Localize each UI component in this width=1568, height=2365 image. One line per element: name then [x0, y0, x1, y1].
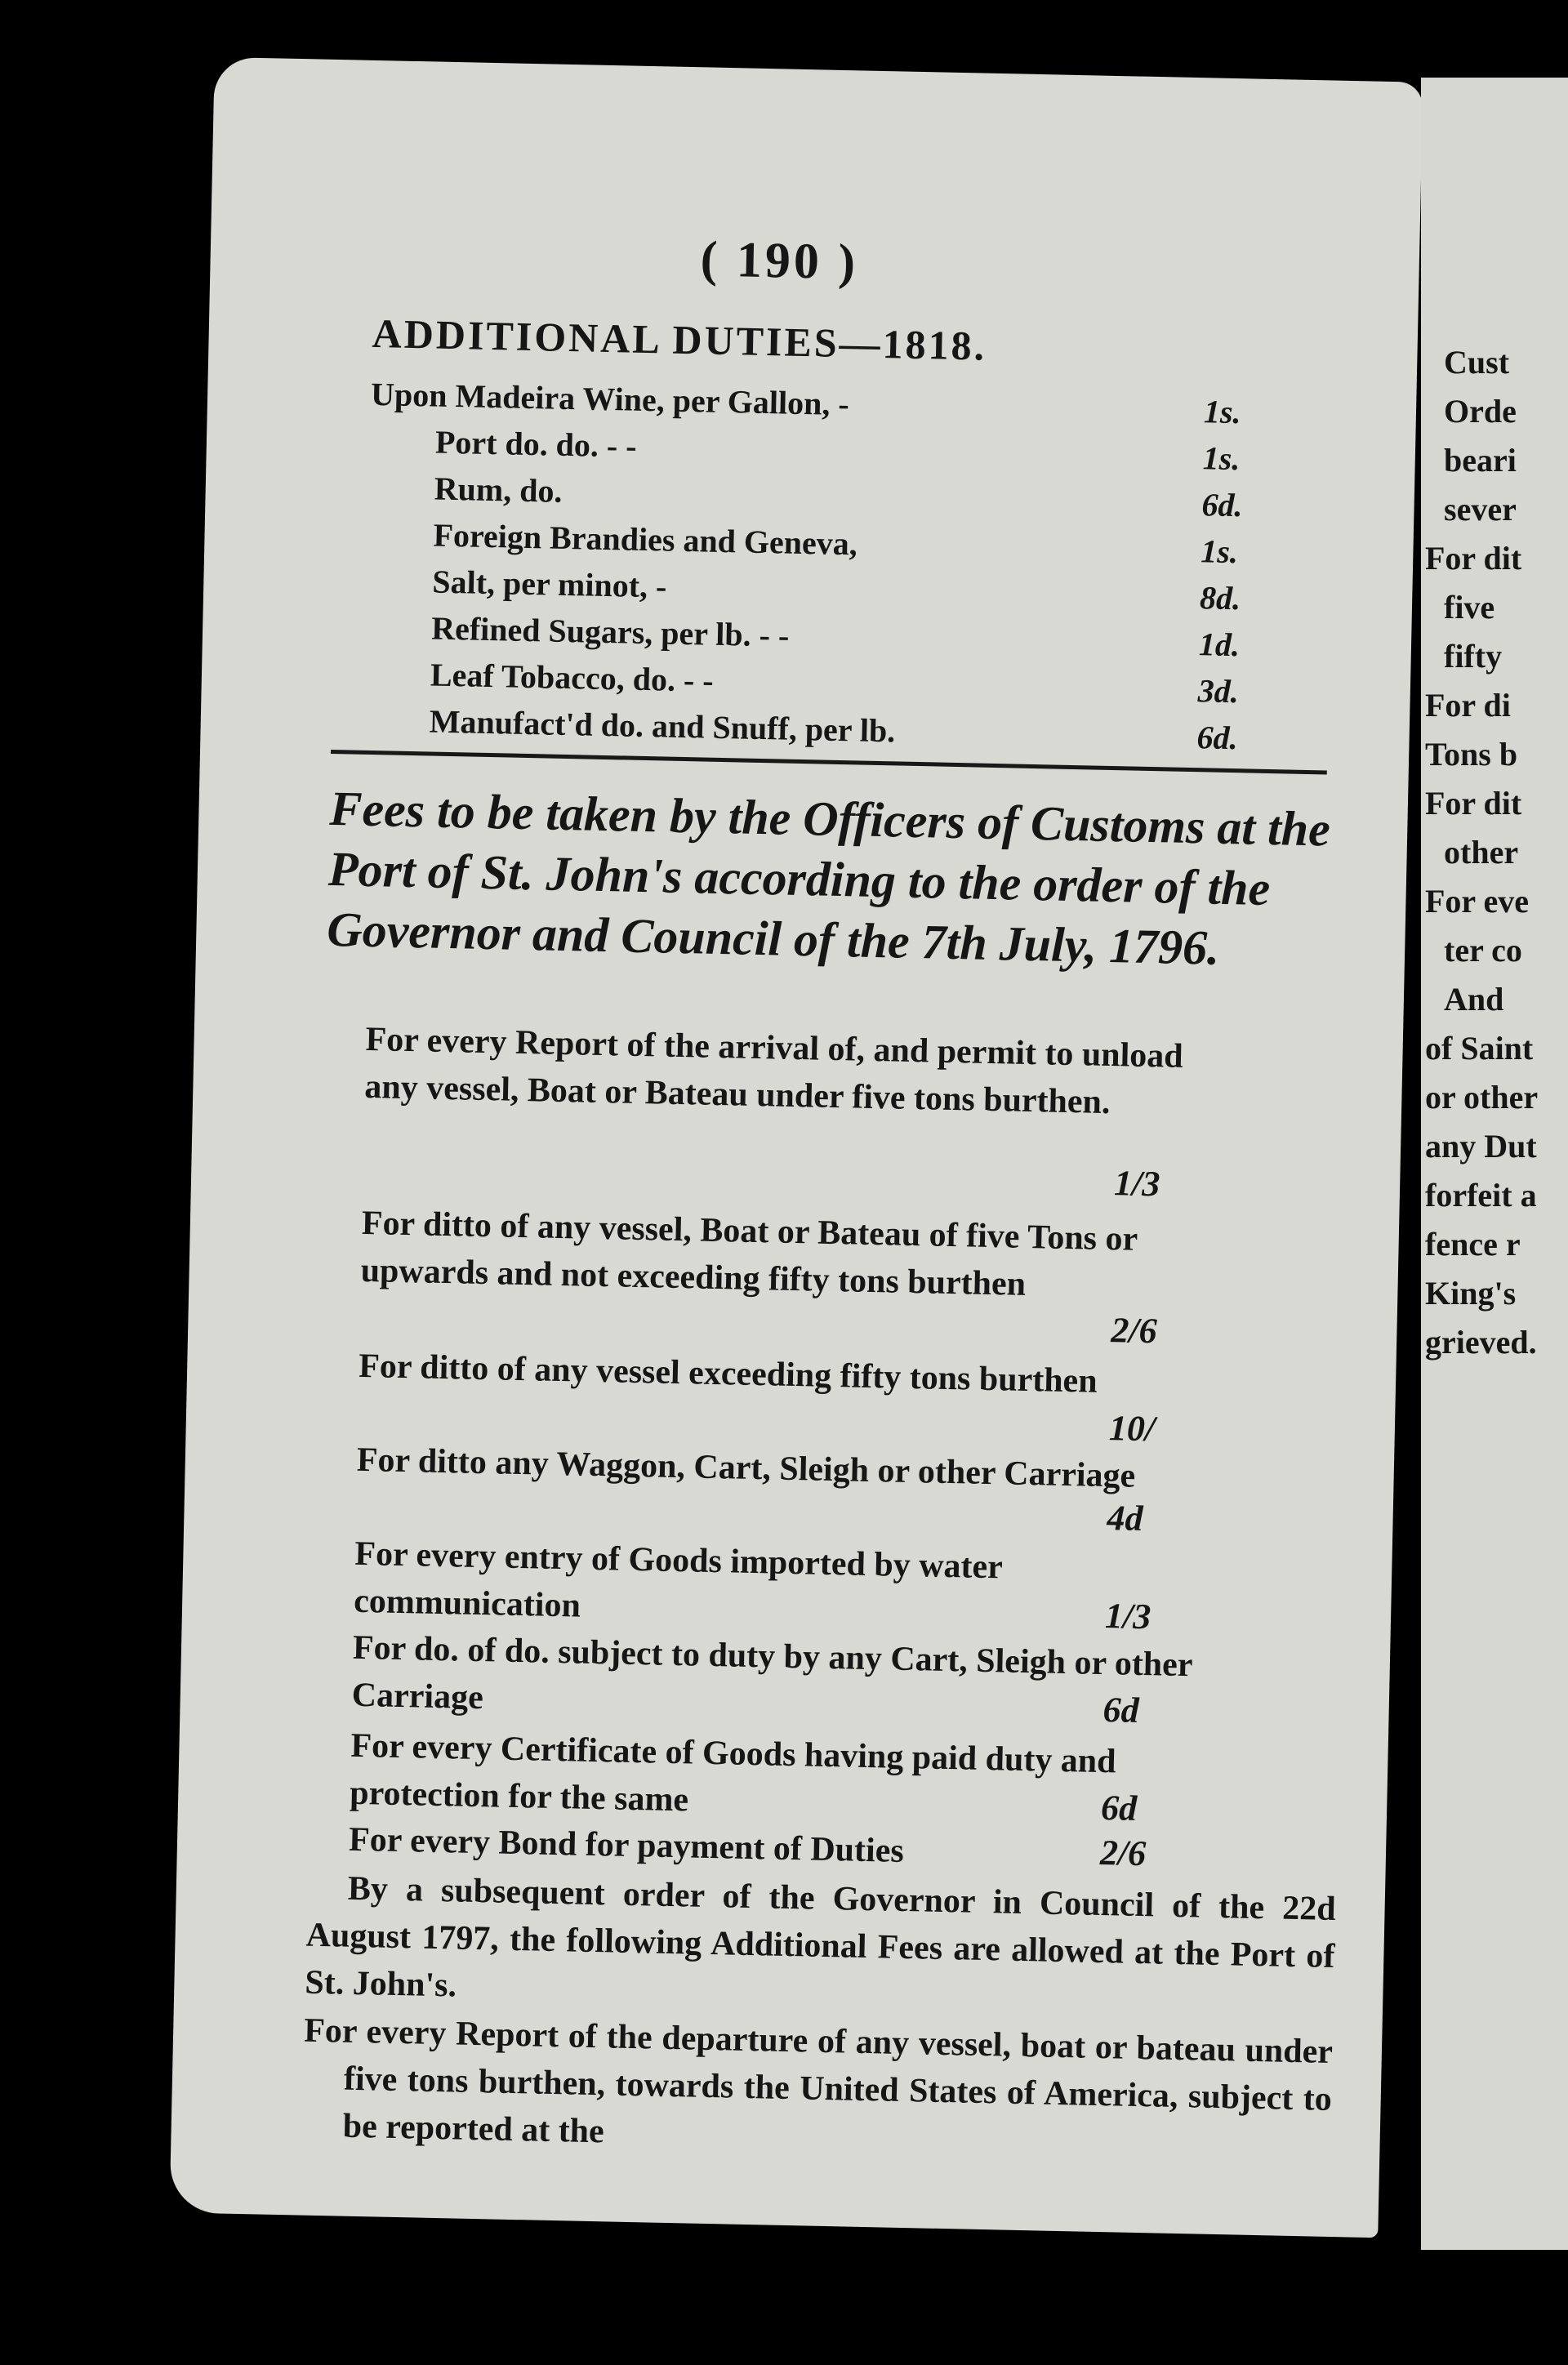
duty-item: Upon Madeira Wine, per Gallon, -	[370, 375, 850, 423]
fee-amount: 4d	[1107, 1498, 1144, 1539]
subsequent-order-paragraph: By a subsequent order of the Governor in Council of the 22d August 1797, the following Additional Fees are allowed at the Port of St. John's.	[304, 1869, 1337, 2005]
fee-amount: 6d	[1100, 1787, 1138, 1828]
fee-row	[323, 1015, 1240, 1129]
fee-amount: 2/6	[1110, 1310, 1158, 1352]
fee-text: For every entry of Goods imported by water communication	[353, 1534, 1003, 1625]
duty-row	[433, 516, 1239, 571]
duty-rate: 6d.	[1201, 486, 1244, 524]
right-page-line: For dit	[1425, 785, 1522, 822]
right-page-line: grieved.	[1425, 1324, 1537, 1361]
fee-text: For do. of do. subject to duty by any Cart, Sleigh or other Carriage	[351, 1628, 1193, 1717]
duty-rate: 1s.	[1200, 532, 1239, 571]
fees-heading: Fees to be taken by the Officers of Customs at the Port of St. John's according to the order of the Governor and Council of the 7th July, 1796.	[326, 781, 1331, 975]
fee-amount: 1/3	[1113, 1163, 1160, 1205]
right-page-line: fence r	[1425, 1226, 1521, 1263]
right-page-line: or other	[1425, 1079, 1539, 1116]
fee-amount: 1/3	[1104, 1596, 1152, 1637]
duty-item: Refined Sugars, per lb. - -	[430, 609, 790, 654]
right-page-line: For di	[1425, 687, 1511, 724]
duty-item: Leaf Tobacco, do. - -	[430, 656, 715, 699]
fee-text: For ditto of any vessel exceeding fifty tons burthen	[358, 1347, 1098, 1401]
right-page-line: other	[1444, 834, 1519, 871]
duty-rate: 1d.	[1198, 626, 1241, 664]
fee-amount: 10/	[1108, 1408, 1156, 1450]
right-page	[1421, 78, 1568, 2250]
page-number: ( 190 )	[700, 231, 859, 291]
right-page-line: forfeit a	[1425, 1177, 1537, 1214]
right-page-line: ter co	[1444, 932, 1522, 969]
fee-amount: 2/6	[1099, 1832, 1147, 1874]
duty-rate: 6d.	[1196, 719, 1239, 757]
right-page-line: And	[1444, 981, 1504, 1018]
right-page-line: Cust	[1444, 344, 1510, 381]
fee-row	[315, 1436, 1231, 1502]
duty-item: Salt, per minot, -	[431, 563, 667, 605]
duty-item: Rum, do.	[434, 470, 563, 510]
right-page-line: beari	[1444, 442, 1517, 479]
fee-text: For every Bond for payment of Duties	[348, 1820, 905, 1870]
duty-rate: 1s.	[1202, 439, 1241, 478]
fee-text: For ditto any Waggon, Cart, Sleigh or other Carriage	[356, 1441, 1136, 1495]
right-page-line: For dit	[1425, 540, 1522, 577]
right-page-line: five	[1444, 589, 1495, 626]
left-page	[170, 57, 1423, 2238]
right-page-line: of Saint	[1425, 1030, 1534, 1067]
fee-text: For every Certificate of Goods having paid duty and protection for the same	[349, 1726, 1117, 1819]
duty-row	[430, 609, 1241, 664]
fee-text: For every Report of the arrival of, and permit to unload any vessel, Boat or Bateau under five tons burthen.	[363, 1020, 1184, 1122]
section-divider	[331, 750, 1327, 775]
duty-row	[434, 423, 1241, 478]
section-title: ADDITIONAL DUTIES—1818.	[372, 310, 987, 369]
duty-row	[429, 701, 1239, 757]
departure-paragraph: For every Report of the departure of any vessel, boat or bateau under five tons burthen, towards the United States of America, subject to be reported at the	[303, 2011, 1334, 2151]
right-page-line: fifty	[1444, 638, 1503, 675]
fee-text: For ditto of any vessel, Boat or Bateau of five Tons or upwards and not exceeding fifty tons burthen	[360, 1204, 1138, 1303]
duty-row	[431, 563, 1241, 617]
right-page-line: sever	[1444, 491, 1517, 528]
duty-item: Port do. do. - -	[434, 423, 638, 465]
right-page-line: Orde	[1444, 393, 1517, 430]
fee-amount: 6d	[1102, 1690, 1140, 1730]
duty-row	[370, 375, 1242, 431]
duty-rate: 8d.	[1199, 579, 1241, 617]
fee-row	[318, 1342, 1233, 1408]
right-page-line: any Dut	[1425, 1128, 1537, 1165]
right-page-line: King's	[1425, 1275, 1517, 1312]
fee-row	[310, 1623, 1227, 1737]
right-page-line: For eve	[1425, 883, 1529, 920]
right-page-line: Tons b	[1425, 736, 1518, 773]
fee-row	[319, 1199, 1236, 1312]
duty-rate: 3d.	[1197, 672, 1240, 710]
duty-item: Foreign Brandies and Geneva,	[433, 516, 858, 563]
duty-rate: 1s.	[1203, 393, 1242, 431]
duty-item: Manufact'd do. and Snuff, per lb.	[429, 702, 896, 750]
